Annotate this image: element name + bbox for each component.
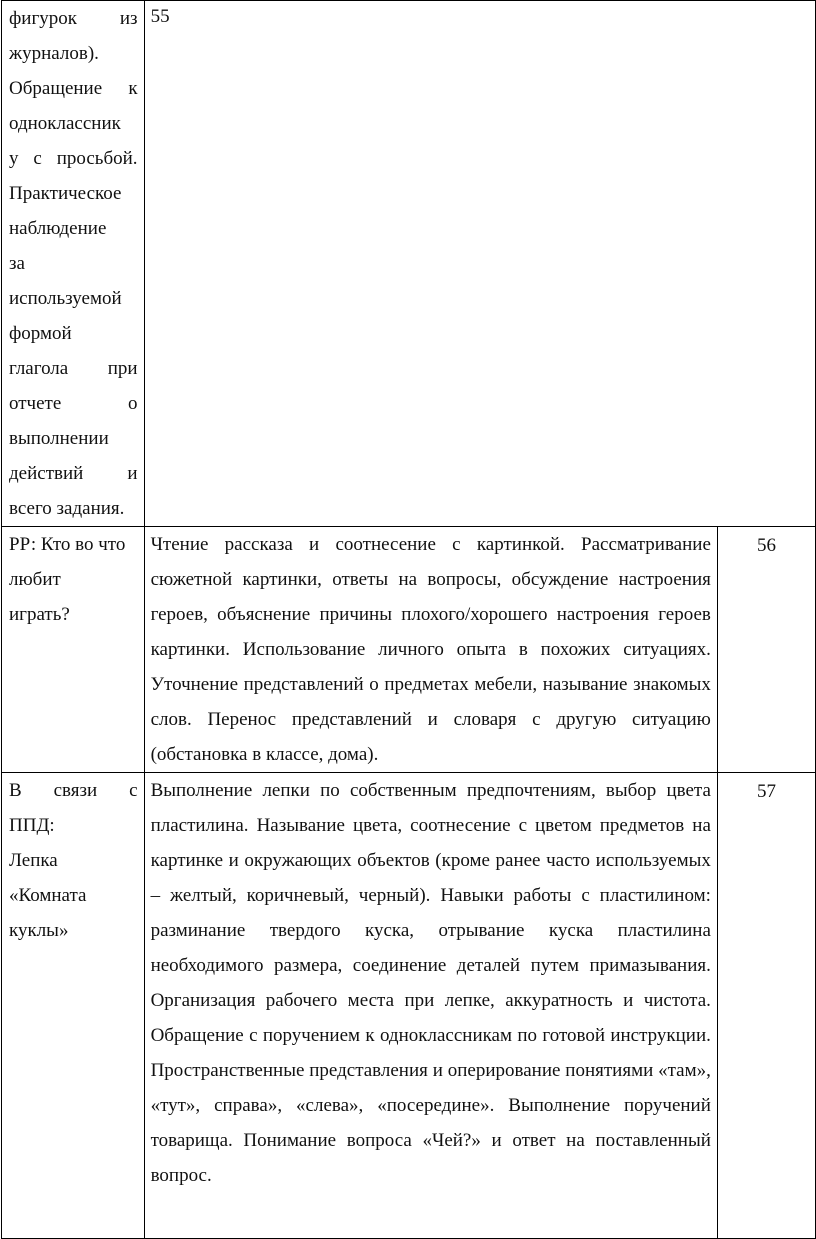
topic-line: глагола при <box>9 358 138 379</box>
content-cell <box>144 527 717 773</box>
table-row <box>2 773 816 1239</box>
topic-line: Практическое <box>9 183 122 204</box>
topic-line: ППД: <box>9 815 55 836</box>
topic-line: фигурок из <box>9 8 138 29</box>
hours-cell <box>717 773 815 1239</box>
topic-line: у с просьбой. <box>9 148 138 169</box>
lesson-number-cell <box>144 1 815 527</box>
lesson-number: 57 <box>756 781 776 802</box>
topic-cell <box>2 527 145 773</box>
topic-line: за <box>9 253 25 274</box>
topic-cell <box>2 1 145 527</box>
topic-line: действий и <box>9 463 138 484</box>
topic-line: куклы» <box>9 920 69 941</box>
table-row <box>2 1 816 527</box>
topic-line: любит <box>9 569 61 590</box>
topic-line: всего задания. <box>9 498 125 519</box>
topic-line: В связи с <box>9 780 138 801</box>
topic-line: журналов). <box>9 43 99 64</box>
topic-line: РР: Кто во что <box>9 534 126 555</box>
hours-cell <box>717 527 815 773</box>
content-text: Выполнение лепки по собственным предпочтениям, выбор цвета пластилина. Называние цвета, соотнесение с цветом предметов на картинке и окружающих объектов (кроме ранее часто используемых – желтый, коричневый, черный). Навыки работы с пластилином: разминание твердого куска, отрывание куска пластилина необходимого размера, соединение деталей путем примазывания. Организация рабочего места при лепке, аккуратность и чистота. Обращение с поручением к одноклассникам по готовой инструкции. Пространственные представления и оперирование понятиями «там», «тут», справа», «слева», «посередине». Выполнение поручений товарища. Понимание вопроса «Чей?» и ответ на поставленный вопрос. <box>150 780 711 1186</box>
lesson-number: 55 <box>150 6 170 27</box>
lesson-plan-table <box>1 0 816 1239</box>
topic-line: отчете о <box>9 393 138 414</box>
topic-line: выполнении <box>9 428 109 449</box>
topic-line: наблюдение <box>9 218 107 239</box>
topic-line: формой <box>9 323 72 344</box>
topic-line: используемой <box>9 288 122 309</box>
table-row <box>2 527 816 773</box>
content-cell <box>144 773 717 1239</box>
topic-line: «Комната <box>9 885 87 906</box>
topic-line: Обращение к <box>9 78 138 99</box>
lesson-number: 56 <box>756 535 776 556</box>
topic-line: играть? <box>9 604 70 625</box>
content-text: Чтение рассказа и соотнесение с картинкой. Рассматривание сюжетной картинки, ответы на вопросы, обсуждение настроения героев, объяснение причины плохого/хорошего настроения героев картинки. Использование личного опыта в похожих ситуациях. Уточнение представлений о предметах мебели, называние знакомых слов. Перенос представлений и словаря с другую ситуацию (обстановка в классе, дома). <box>150 534 711 765</box>
topic-line: Лепка <box>9 850 58 871</box>
topic-line: одноклассник <box>9 113 121 134</box>
topic-cell <box>2 773 145 1239</box>
